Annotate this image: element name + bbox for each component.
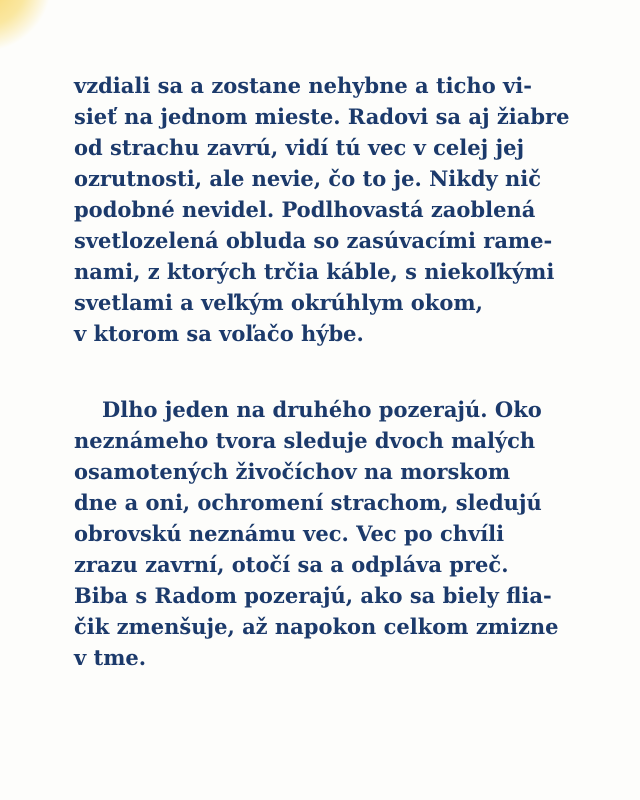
text-line: v ktorom sa voľačo hýbe. [74,321,364,346]
text-line: Biba s Radom pozerajú, ako sa biely flia- [74,583,552,608]
text-line: čik zmenšuje, až napokon celkom zmizne [74,614,559,639]
text-line: osamotených živočíchov na morskom [74,459,511,484]
text-line: nami, z ktorých trčia káble, s niekoľkými [74,259,555,284]
text-line: dne a oni, ochromení strachom, sledujú [74,490,542,515]
text-line: ozrutnosti, ale nevie, čo to je. Nikdy nič [74,166,542,191]
text-line: v tme. [74,645,147,670]
text-line: vzdiali sa a zostane nehybne a ticho vi- [74,73,532,98]
text-line: sieť na jednom mieste. Radovi sa aj žiabre [74,104,570,129]
page-text [74,70,614,673]
paragraph-1 [74,70,614,349]
text-line: svetlami a veľkým okrúhlym okom, [74,290,483,315]
text-line: Dlho jeden na druhého pozerajú. Oko [102,397,542,422]
paragraph-gap [74,349,614,394]
corner-decoration [0,0,50,50]
text-line: zrazu zavrní, otočí sa a odpláva preč. [74,552,509,577]
text-line: podobné nevidel. Podlhovastá zaoblená [74,197,536,222]
paragraph-2 [74,394,614,673]
text-line: neznámeho tvora sleduje dvoch malých [74,428,536,453]
text-line: obrovskú neznámu vec. Vec po chvíli [74,521,505,546]
text-line: svetlozelená obluda so zasúvacími rame- [74,228,553,253]
text-line: od strachu zavrú, vidí tú vec v celej jej [74,135,525,160]
